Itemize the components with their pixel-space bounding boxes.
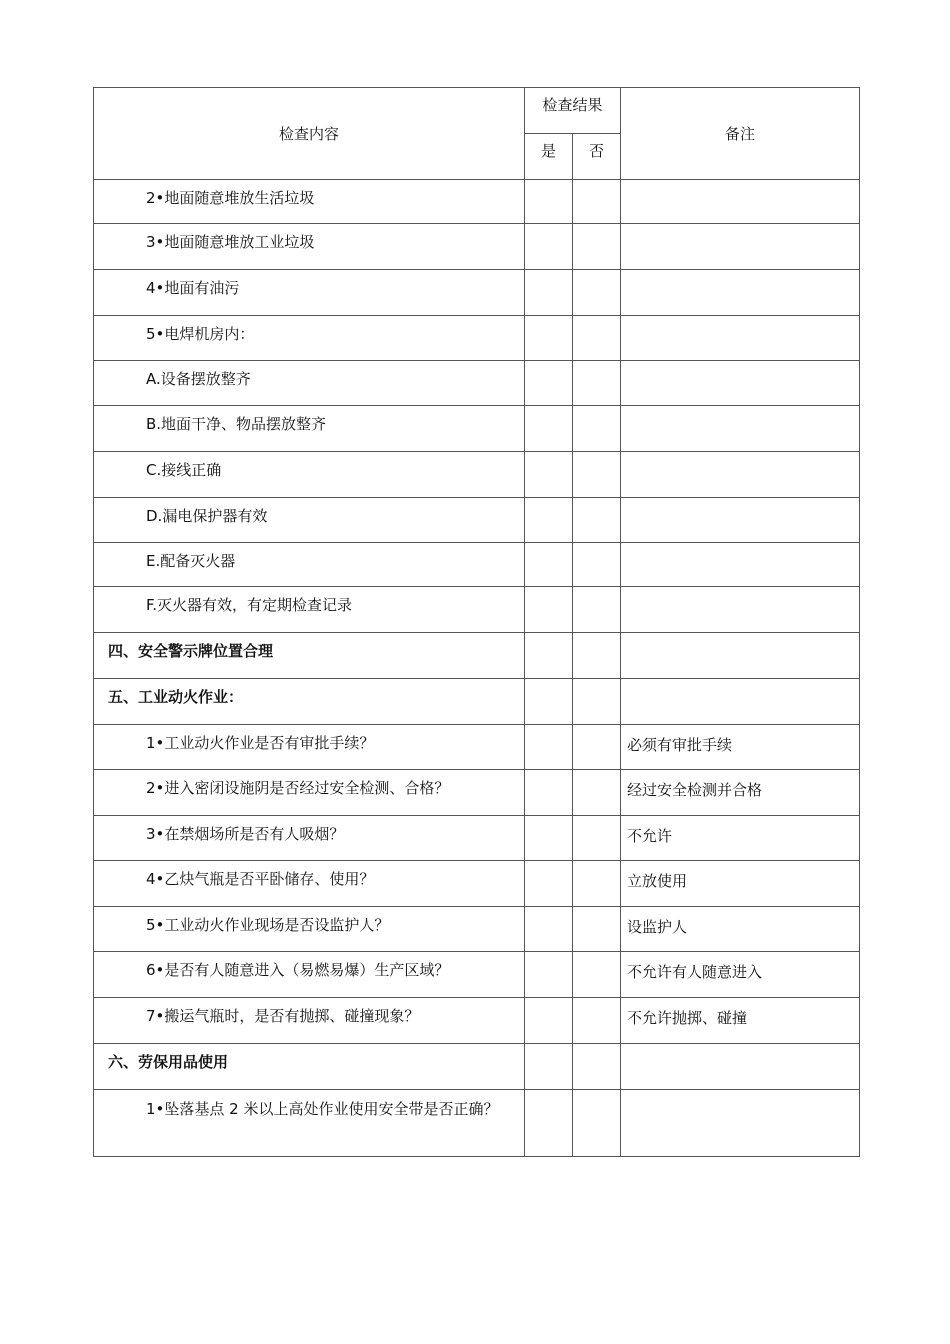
no-cell[interactable] — [573, 861, 621, 907]
remark-cell — [621, 224, 860, 270]
check-item-text: C.接线正确 — [94, 452, 525, 498]
remark-cell — [621, 1090, 860, 1157]
check-item-text: 2•进入密闭设施阴是否经过安全检测、合格？ — [94, 770, 525, 816]
remark-cell — [621, 180, 860, 224]
remark-cell: 设监护人 — [621, 907, 860, 952]
table-row — [94, 770, 860, 816]
section-title: 五、工业动火作业： — [94, 679, 525, 725]
yes-cell[interactable] — [525, 770, 573, 816]
table-row — [94, 498, 860, 543]
remark-cell — [621, 587, 860, 633]
remark-cell — [621, 679, 860, 725]
no-cell[interactable] — [573, 816, 621, 861]
remark-cell — [621, 1044, 860, 1090]
inspection-table — [93, 87, 860, 1157]
no-cell[interactable] — [573, 633, 621, 679]
table-row — [94, 1090, 860, 1157]
check-item-text: 1•工业动火作业是否有审批手续？ — [94, 725, 525, 770]
yes-cell[interactable] — [525, 633, 573, 679]
no-cell[interactable] — [573, 452, 621, 498]
yes-cell[interactable] — [525, 998, 573, 1044]
remark-cell: 经过安全检测并合格 — [621, 770, 860, 816]
yes-cell[interactable] — [525, 224, 573, 270]
check-item-text: D.漏电保护器有效 — [94, 498, 525, 543]
no-cell[interactable] — [573, 587, 621, 633]
remark-cell — [621, 543, 860, 587]
remark-cell: 立放使用 — [621, 861, 860, 907]
yes-cell[interactable] — [525, 725, 573, 770]
no-cell[interactable] — [573, 180, 621, 224]
header-no: 否 — [573, 134, 621, 180]
header-content: 检查内容 — [94, 88, 525, 180]
table-row — [94, 587, 860, 633]
table-row — [94, 725, 860, 770]
check-item-text: 6•是否有人随意进入（易燃易爆）生产区域？ — [94, 952, 525, 998]
check-item-text: 7•搬运气瓶时，是否有抛掷、碰撞现象？ — [94, 998, 525, 1044]
yes-cell[interactable] — [525, 1044, 573, 1090]
remark-cell — [621, 316, 860, 361]
section-title: 六、劳保用品使用 — [94, 1044, 525, 1090]
no-cell[interactable] — [573, 316, 621, 361]
check-item-text: E.配备灭火器 — [94, 543, 525, 587]
no-cell[interactable] — [573, 1090, 621, 1157]
section-row — [94, 679, 860, 725]
table-row — [94, 952, 860, 998]
table-row — [94, 452, 860, 498]
no-cell[interactable] — [573, 361, 621, 406]
no-cell[interactable] — [573, 998, 621, 1044]
remark-cell — [621, 452, 860, 498]
check-item-text: 5•电焊机房内： — [94, 316, 525, 361]
yes-cell[interactable] — [525, 907, 573, 952]
table-row — [94, 270, 860, 316]
no-cell[interactable] — [573, 952, 621, 998]
no-cell[interactable] — [573, 679, 621, 725]
remark-cell — [621, 270, 860, 316]
remark-cell: 不允许 — [621, 816, 860, 861]
yes-cell[interactable] — [525, 361, 573, 406]
remark-cell — [621, 633, 860, 679]
table-row — [94, 224, 860, 270]
no-cell[interactable] — [573, 725, 621, 770]
header-result: 检查结果 — [525, 88, 621, 134]
table-row — [94, 406, 860, 452]
yes-cell[interactable] — [525, 543, 573, 587]
check-item-text: 4•乙炔气瓶是否平卧储存、使用？ — [94, 861, 525, 907]
check-item-text: 3•地面随意堆放工业垃圾 — [94, 224, 525, 270]
check-item-text: 1•坠落基点 2 米以上高处作业使用安全带是否正确？ — [94, 1090, 525, 1157]
section-row — [94, 1044, 860, 1090]
table-row — [94, 907, 860, 952]
inspection-table-body — [94, 88, 860, 1157]
no-cell[interactable] — [573, 224, 621, 270]
check-item-text: 3•在禁烟场所是否有人吸烟？ — [94, 816, 525, 861]
yes-cell[interactable] — [525, 1090, 573, 1157]
remark-cell: 不允许有人随意进入 — [621, 952, 860, 998]
table-row — [94, 543, 860, 587]
remark-cell: 不允许抛掷、碰撞 — [621, 998, 860, 1044]
no-cell[interactable] — [573, 770, 621, 816]
table-row — [94, 998, 860, 1044]
yes-cell[interactable] — [525, 679, 573, 725]
remark-cell: 必须有审批手续 — [621, 725, 860, 770]
header-yes: 是 — [525, 134, 573, 180]
check-item-text: B.地面干净、物品摆放整齐 — [94, 406, 525, 452]
no-cell[interactable] — [573, 907, 621, 952]
section-row — [94, 633, 860, 679]
check-item-text: 5•工业动火作业现场是否设监护人？ — [94, 907, 525, 952]
section-title: 四、安全警示牌位置合理 — [94, 633, 525, 679]
remark-cell — [621, 406, 860, 452]
yes-cell[interactable] — [525, 452, 573, 498]
yes-cell[interactable] — [525, 861, 573, 907]
remark-cell — [621, 498, 860, 543]
yes-cell[interactable] — [525, 587, 573, 633]
yes-cell[interactable] — [525, 180, 573, 224]
check-item-text: F.灭火器有效，有定期检查记录 — [94, 587, 525, 633]
yes-cell[interactable] — [525, 816, 573, 861]
no-cell[interactable] — [573, 543, 621, 587]
table-row — [94, 180, 860, 224]
yes-cell[interactable] — [525, 498, 573, 543]
no-cell[interactable] — [573, 406, 621, 452]
yes-cell[interactable] — [525, 952, 573, 998]
table-row — [94, 861, 860, 907]
no-cell[interactable] — [573, 1044, 621, 1090]
yes-cell[interactable] — [525, 270, 573, 316]
table-row — [94, 816, 860, 861]
table-row — [94, 316, 860, 361]
yes-cell[interactable] — [525, 316, 573, 361]
header-remark: 备注 — [621, 88, 860, 180]
check-item-text: 2•地面随意堆放生活垃圾 — [94, 180, 525, 224]
header-row-top — [94, 88, 860, 134]
table-row — [94, 361, 860, 406]
check-item-text: A.设备摆放整齐 — [94, 361, 525, 406]
remark-cell — [621, 361, 860, 406]
check-item-text: 4•地面有油污 — [94, 270, 525, 316]
no-cell[interactable] — [573, 498, 621, 543]
yes-cell[interactable] — [525, 406, 573, 452]
no-cell[interactable] — [573, 270, 621, 316]
